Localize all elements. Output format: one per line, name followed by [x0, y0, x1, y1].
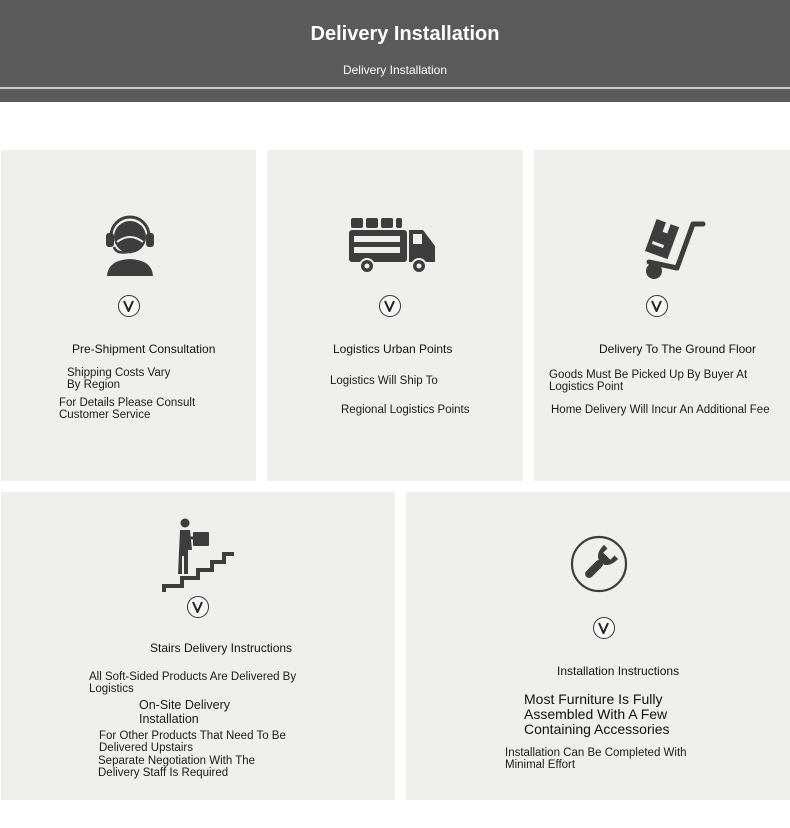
stairs-line-3: For Other Products That Need To Be Delivered Upstairs	[99, 730, 286, 754]
installation-card	[406, 492, 790, 800]
stairs-card	[1, 492, 395, 800]
header-banner	[0, 0, 790, 102]
consultation-title: Pre-Shipment Consultation	[72, 342, 216, 356]
ground-floor-card	[534, 150, 790, 481]
logistics-title: Logistics Urban Points	[333, 342, 453, 356]
logistics-card	[267, 150, 523, 481]
logistics-line-2: Regional Logistics Points	[341, 404, 470, 416]
chevron-down-icon	[646, 295, 668, 317]
ground-floor-title: Delivery To The Ground Floor	[599, 342, 756, 356]
headset-icon	[102, 212, 158, 281]
installation-line-2: Installation Can Be Completed With Minimal Effort	[505, 747, 687, 771]
logistics-line-1: Logistics Will Ship To	[330, 375, 438, 387]
stairs-title: Stairs Delivery Instructions	[150, 641, 293, 655]
stairs-line-4: Separate Negotiation With The Delivery Staff Is Required	[98, 755, 256, 779]
chevron-down-icon	[118, 295, 140, 317]
chevron-down-icon	[593, 617, 615, 639]
ground-floor-line-2: Home Delivery Will Incur An Additional Fee	[551, 404, 770, 416]
installation-line-1: Most Furniture Is Fully Assembled With A Few Containing Accessories	[524, 691, 670, 737]
stairs-line-1: All Soft-Sided Products Are Delivered By Logistics	[89, 671, 297, 695]
consultation-line-2: For Details Please Consult Customer Service	[59, 397, 196, 421]
ground-floor-line-1: Goods Must Be Picked Up By Buyer At Logistics Point	[549, 369, 748, 393]
stairs-line-2: On-Site Delivery Installation	[139, 698, 230, 726]
chevron-down-icon	[379, 295, 401, 317]
consultation-line-1: Shipping Costs Vary By Region	[67, 367, 171, 391]
chevron-down-icon	[187, 596, 209, 618]
truck-icon	[347, 214, 437, 279]
stairs-carrier-icon	[160, 518, 236, 599]
hand-truck-icon	[637, 218, 707, 287]
page-subtitle: Delivery Installation	[342, 63, 448, 77]
wrench-icon	[570, 535, 628, 598]
header-divider	[0, 87, 790, 89]
consultation-card	[1, 150, 256, 481]
page-title: Delivery Installation	[310, 23, 500, 45]
installation-title: Installation Instructions	[557, 664, 680, 678]
